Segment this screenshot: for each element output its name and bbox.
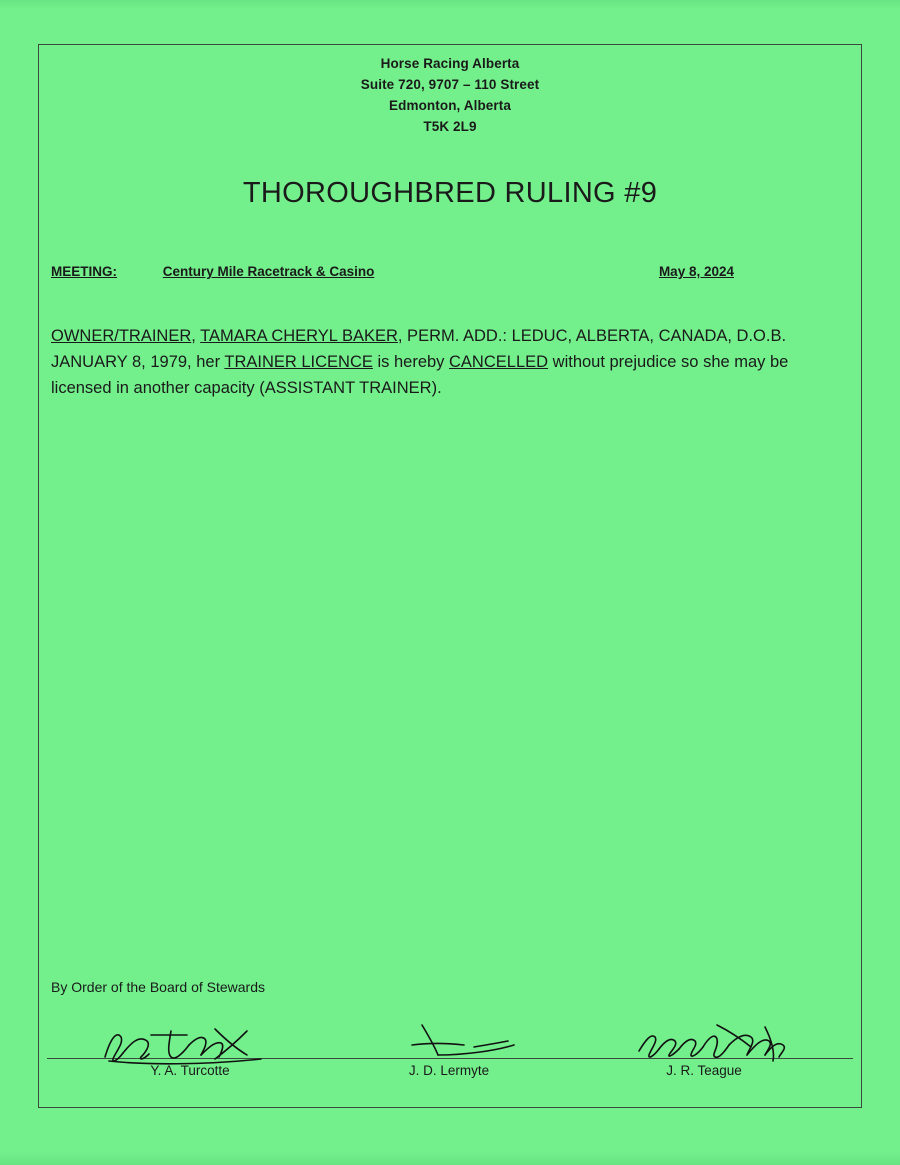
signature-name: J. D. Lermyte — [408, 1063, 490, 1078]
signature-name: J. R. Teague — [666, 1063, 742, 1078]
order-line: By Order of the Board of Stewards — [51, 979, 265, 995]
meeting-venue: Century Mile Racetrack & Casino — [162, 264, 375, 279]
signature-block-1 — [65, 1063, 315, 1078]
meeting-row — [51, 264, 839, 279]
document-frame — [38, 44, 862, 1108]
meeting-date: May 8, 2024 — [658, 264, 734, 279]
ruling-body — [51, 323, 841, 401]
body-tail: without prejudice so she may be licensed in another capacity (ASSISTANT TRAINER). — [51, 353, 789, 397]
meeting-label: MEETING: — [51, 264, 117, 279]
signature-name: Y. A. Turcotte — [150, 1063, 230, 1078]
body-licence: TRAINER LICENCE — [224, 353, 373, 371]
body-mid1: , PERM. ADD.: LEDUC, ALBERTA, CANADA, D.O.B. JANUARY 8, 1979, her — [51, 327, 787, 371]
body-comma: , — [191, 327, 201, 345]
body-action: CANCELLED — [449, 353, 549, 371]
page-title: THOROUGHBRED RULING #9 — [242, 177, 658, 209]
body-subject: OWNER/TRAINER — [51, 327, 192, 345]
letterhead-street: Suite 720, 9707 – 110 Street — [360, 77, 540, 92]
paper-edge-top — [0, 0, 900, 10]
signature-rule — [47, 1058, 853, 1059]
signature-mark-icon — [65, 1021, 315, 1067]
letterhead — [39, 53, 861, 137]
body-person: TAMARA CHERYL BAKER — [200, 327, 398, 345]
body-mid2: is hereby — [372, 353, 450, 371]
letterhead-postal: T5K 2L9 — [423, 119, 477, 134]
signature-block-3 — [579, 1063, 829, 1078]
letterhead-org: Horse Racing Alberta — [380, 56, 520, 71]
paper-edge-bottom — [0, 1151, 900, 1165]
signature-mark-icon — [324, 1021, 574, 1067]
signature-mark-icon — [579, 1021, 829, 1067]
letterhead-city: Edmonton, Alberta — [389, 98, 511, 113]
signature-block-2 — [324, 1063, 574, 1078]
